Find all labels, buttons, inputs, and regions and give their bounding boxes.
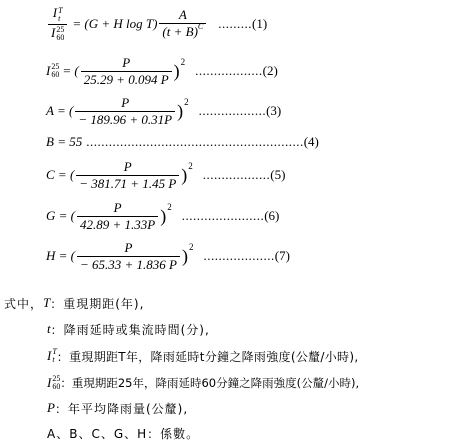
eq1-rhs-den: (t + B) <box>162 23 198 39</box>
equation-6 <box>46 198 279 234</box>
eq5-number: (5) <box>270 167 286 182</box>
definition-t <box>47 318 210 340</box>
eq6-den: 42.89 + 1.33P <box>77 216 158 232</box>
eq1-lhs-den-sup: 25 <box>56 24 65 34</box>
equation-1 <box>46 6 267 42</box>
definition-ItT <box>47 345 358 367</box>
eq5-lhs: C = ( <box>46 167 75 182</box>
eq6-power: 2 <box>167 202 172 212</box>
eq1-number: (1) <box>252 16 268 31</box>
def-coefficients-text: A、B、C、G、H：係數。 <box>47 426 200 441</box>
equation-5 <box>46 157 285 193</box>
definition-P <box>47 397 188 419</box>
def-P-text: ：年平均降雨量(公釐), <box>54 401 189 416</box>
eq2-leader-dots: .................. <box>195 63 263 78</box>
eq3-lhs: A = ( <box>46 103 74 118</box>
eq2-fraction <box>81 56 172 87</box>
eq7-number: (7) <box>274 248 290 263</box>
eq4-lhs: B = 55 <box>46 134 83 149</box>
eq3-number: (3) <box>266 103 282 118</box>
definitions-intro: 式中， <box>4 296 44 311</box>
eq3-leader-dots: .................. <box>198 103 267 118</box>
def-I6025-text: ：重現期距25年，降雨延時60分鐘之降雨強度(公釐/小時), <box>60 376 360 390</box>
def-ItT-sub: t <box>52 355 55 364</box>
eq7-leader-dots: ................... <box>203 248 275 263</box>
eq5-fraction <box>76 160 179 191</box>
eq5-den: − 381.71 + 1.45 P <box>76 175 179 191</box>
def-ItT-symbol: I T t <box>47 347 57 364</box>
eq1-leader-dots: ......... <box>218 16 252 31</box>
eq7-num: P <box>124 239 133 255</box>
eq6-number: (6) <box>264 208 280 223</box>
eq1-rhs-den-sup: C <box>197 21 204 31</box>
eq5-leader-dots: .................. <box>202 167 271 182</box>
eq1-rhs-num: A <box>178 6 187 22</box>
eq4-number: (4) <box>303 134 319 149</box>
def-T-symbol: T <box>43 295 51 310</box>
eq2-close: ) <box>173 61 180 81</box>
eq2-num: P <box>122 54 131 70</box>
def-I6025-sup: 25 <box>52 374 61 383</box>
equation-4 <box>46 124 319 160</box>
definition-T <box>4 292 144 314</box>
eq2-power: 2 <box>180 57 186 67</box>
eq1-lhs-den-sub: 60 <box>56 32 65 42</box>
eq3-fraction <box>75 96 175 127</box>
eq4-leader-dots: .......................................................... <box>86 134 304 149</box>
eq5-power: 2 <box>188 161 193 171</box>
eq7-den: − 65.33 + 1.836 P <box>77 256 180 272</box>
eq3-power: 2 <box>184 97 189 107</box>
eq2-lhs-sup: 25 <box>51 62 60 71</box>
eq1-lhs-num-sub: t <box>58 13 61 23</box>
def-ItT-text: ：重現期距T年，降雨延時t分鐘之降雨強度(公釐/小時), <box>56 349 359 364</box>
eq1-rhs-fraction <box>159 8 206 41</box>
eq5-close: ) <box>181 165 188 185</box>
eq6-num: P <box>113 199 122 215</box>
def-t-symbol: t <box>47 321 51 336</box>
eq6-close: ) <box>160 206 167 226</box>
definition-I60-25 <box>47 372 359 394</box>
eq3-num: P <box>121 94 130 110</box>
eq7-fraction <box>77 241 180 272</box>
eq7-close: ) <box>182 246 188 266</box>
eq6-leader-dots: ...................... <box>181 208 265 223</box>
eq1-lhs-num-sup: T <box>58 5 63 15</box>
def-t-text: ：降雨延時或集流時間(分), <box>50 322 210 337</box>
def-ItT-sup: T <box>52 347 57 356</box>
def-I6025-symbol: I 25 60 <box>47 374 61 391</box>
equation-2: I 25 60 = ( $\frac{P}{25.29 + 0.094 P}$ ) 2 .................. (2) <box>46 54 278 87</box>
def-I6025-sub: 60 <box>52 382 61 391</box>
equation-7 <box>46 238 290 274</box>
eq6-fraction <box>77 201 158 232</box>
eq7-lhs: H = ( <box>46 248 75 263</box>
def-T-text: ：重現期距(年), <box>50 296 145 311</box>
eq2-lhs-sub: 60 <box>51 70 60 79</box>
eq2-number: (2) <box>262 63 278 78</box>
eq2-den: 25.29 + 0.094 P <box>81 71 172 87</box>
eq1-factor: = (G + H log T) <box>72 16 158 31</box>
eq3-close: ) <box>177 101 184 121</box>
eq7-power: 2 <box>189 242 194 252</box>
definition-coefficients <box>47 422 199 444</box>
eq2-equals: = ( <box>62 63 79 78</box>
eq5-num: P <box>123 158 132 174</box>
def-P-symbol: P <box>47 400 55 415</box>
eq1-lhs-fraction: I T t I 25 60 <box>48 6 67 41</box>
eq6-lhs: G = ( <box>46 208 75 223</box>
eq3-den: − 189.96 + 0.31P <box>75 111 175 127</box>
